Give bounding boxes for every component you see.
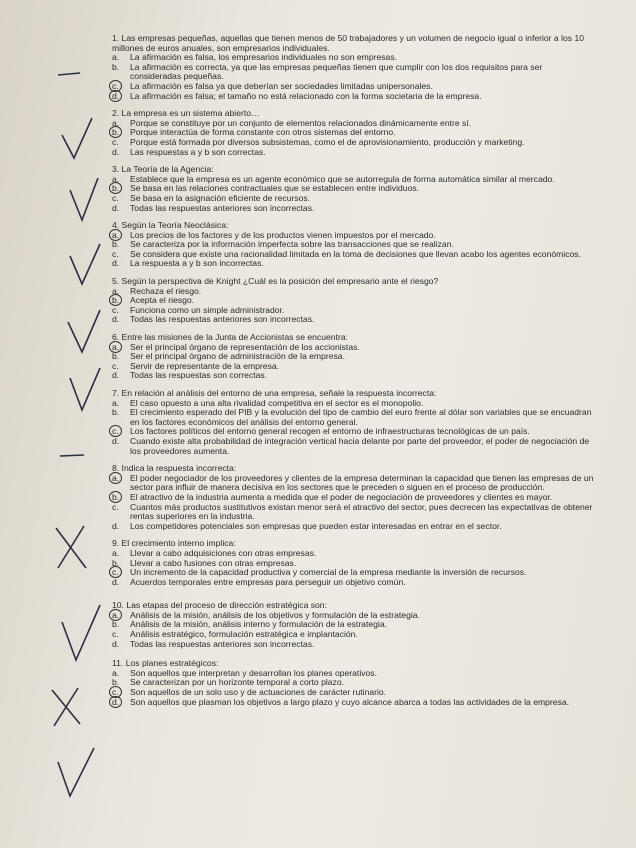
- option-letter: d.: [112, 435, 120, 446]
- check-mark-q5: [68, 310, 100, 352]
- option-text: Se caracterizan por un horizonte temporal a corto plazo.: [130, 677, 345, 688]
- option-text: Los factores políticos del entorno general recogen el entorno de infraestructuras tecnológicas de un país.: [130, 426, 530, 437]
- option-letter: a.: [112, 173, 120, 184]
- option-letter: b.: [112, 296, 126, 306]
- option-text: Servir de representante de la empresa.: [130, 360, 280, 371]
- option-letter: b.: [112, 61, 120, 72]
- option-text: Las respuestas a y b son correctas.: [130, 146, 266, 157]
- option-letter: c.: [112, 688, 126, 698]
- check-mark-q3: [70, 178, 98, 220]
- option-text: Llevar a cabo fusiones con otras empresas.: [130, 557, 297, 568]
- question-text: 2. La empresa es un sistema abierto…: [112, 108, 260, 119]
- option-text: Todas las respuestas anteriores son incorrectas.: [130, 638, 315, 649]
- option-text: Acepta el riesgo.: [130, 295, 195, 306]
- option-text: Los competidores potenciales son empresas que pueden estar interesadas en entrar en el sector.: [130, 520, 502, 531]
- option-letter: d.: [112, 258, 120, 269]
- check-mark-q4: [70, 244, 100, 284]
- option-letter: d.: [112, 314, 120, 325]
- option-text: Funciona como un simple administrador.: [130, 304, 285, 315]
- option-text: Se basa en las relaciones contractuales que se establecen entre individuos.: [130, 183, 420, 194]
- option-letter: a.: [112, 52, 120, 63]
- option-letter: d.: [112, 146, 120, 157]
- check-mark-q2: [62, 118, 92, 158]
- option-text: Cuando existe alta probabilidad de integración vertical hacia delante por parte del proveedor, el poder de negociación de los proveedores aumenta.: [130, 435, 590, 456]
- option-text: Acuerdos temporales entre empresas para perseguir un objetivo común.: [130, 576, 406, 587]
- option-text: Ser el principal órgano de administración de la empresa.: [130, 351, 345, 362]
- question-text: 10. Las etapas del proceso de dirección estratégica son:: [112, 600, 327, 611]
- question-text: 5. Según la perspectiva de Knight ¿Cuál es la posición del empresario ante el riesgo?: [112, 276, 439, 287]
- option-letter: b.: [112, 128, 126, 138]
- option-letter: d.: [112, 370, 120, 381]
- question-text: 3. La Teoría de la Agencia:: [112, 164, 214, 175]
- option-text: Todas las respuestas son correctas.: [130, 370, 268, 381]
- option-text: La afirmación es falsa; el tamaño no está relacionado con la forma societaria de la empresa.: [130, 90, 482, 101]
- option-letter: d.: [112, 92, 126, 102]
- question-text: 1. Las empresas pequeñas, aquellas que tienen menos de 50 trabajadores y un volumen de negocio igual o inferior a los 10 millones de euros anuales, son empresarios individuales.: [112, 33, 585, 53]
- option-text: El caso opuesto a una alta rivalidad competitiva en el sector es el monopolio.: [130, 397, 424, 408]
- option-text: Rechaza el riesgo.: [130, 285, 202, 296]
- option-letter: a.: [112, 397, 120, 408]
- option-text: Se caracteriza por la información imperfecta sobre las transacciones que se realizan.: [130, 239, 454, 250]
- option-text: La afirmación es falsa ya que deberían ser sociedades limitadas unipersonales.: [130, 80, 433, 91]
- option-text: Ser el principal órgano de representación de los accionistas.: [130, 341, 360, 352]
- option-text: El atractivo de la industria aumenta a medida que el poder de negociación de proveedores y clientes es mayor.: [130, 491, 553, 502]
- option-text: Un incremento de la capacidad productiva y comercial de la empresa mediante la inversión de recursos.: [130, 567, 527, 578]
- option-letter: d.: [112, 698, 126, 708]
- option-text: El crecimiento esperado del PIB y la evolución del tipo de cambio del euro frente al dólar son variables que se encuadran en los factores económicos del análisis del entorno general.: [130, 407, 592, 427]
- check-mark-q6: [70, 368, 100, 410]
- option-letter: b.: [112, 239, 120, 250]
- option-letter: d.: [112, 202, 120, 213]
- option-text: Todas las respuestas anteriores son incorrectas.: [130, 202, 315, 213]
- option-text: Todas las respuestas anteriores son incorrectas.: [130, 314, 315, 325]
- question-text: 7. En relación al análisis del entorno de una empresa, señale la respuesta incorrecta:: [112, 388, 437, 398]
- option-text: Análisis estratégico, formulación estratégica e implantación.: [130, 629, 358, 640]
- option-text: Análisis de la misión, análisis interno y formulación de la estrategia.: [130, 619, 387, 630]
- option-letter: d.: [112, 576, 120, 587]
- option-letter: a.: [112, 231, 126, 241]
- option-text: El poder negociador de los proveedores y clientes de la empresa determinan la capacidad que tienen las empresas de un sector para influir de manera decisiva en los sectores que le preceden o siguen en el proceso de producción.: [130, 472, 594, 493]
- option-letter: b.: [112, 351, 120, 362]
- option-text: Son aquellos de un solo uso y de actuaciones de carácter rutinario.: [130, 687, 387, 698]
- option-text: Cuantos más productos sustitutivos existan menor será el atractivo del sector, pues decrecen las expectativas de obtener rentas superiores en la industria.: [130, 501, 593, 522]
- option-letter: c.: [112, 136, 119, 147]
- option-letter: b.: [112, 184, 126, 194]
- cross-mark-q8: [56, 526, 86, 568]
- option-letter: d.: [112, 520, 120, 531]
- option-text: Se basa en la asignación eficiente de recursos.: [130, 192, 311, 203]
- option-text: La afirmación es correcta, ya que las empresas pequeñas tienen que cumplir con los dos requisitos para ser consideradas pequeñas.: [130, 61, 543, 82]
- option-letter: c.: [112, 568, 126, 578]
- question-text: 6. Entre las misiones de la Junta de Accionistas se encuentra:: [112, 332, 348, 343]
- option-letter: a.: [112, 474, 126, 493]
- option-text: Porque se constituye por un conjunto de elementos relacionados dinámicamente entre sí.: [130, 117, 472, 128]
- question-text: 11. Los planes estratégicos:: [112, 658, 219, 669]
- option-letter: b.: [112, 493, 126, 503]
- check-mark-q9: [62, 605, 100, 660]
- option-text: Porque está formada por diversos subsistemas, como el de aprovisionamiento, producción y marketing.: [130, 136, 525, 147]
- question-text: 9. El crecimiento interno implica:: [112, 538, 236, 549]
- dash-mark-q7: [60, 455, 84, 456]
- option-letter: c.: [112, 427, 126, 437]
- option-text: La respuesta a y b son incorrectas.: [130, 258, 264, 269]
- option-text: Establece que la empresa es un agente económico que se autorregula de forma automática similar al mercado.: [130, 173, 555, 184]
- option-letter: a.: [112, 667, 120, 678]
- option-letter: a.: [112, 117, 120, 128]
- option-letter: c.: [112, 501, 119, 512]
- option-letter: b.: [112, 677, 120, 688]
- question-text: 8. Indica la respuesta incorrecta:: [112, 463, 237, 474]
- option-text: Los precios de los factores y de los productos vienen impuestos por el mercado.: [130, 229, 436, 240]
- option-letter: c.: [112, 248, 119, 259]
- option-text: Son aquellos que plasman los objetivos a largo plazo y cuyo alcance abarca a todas las actividades de la empresa.: [130, 696, 570, 707]
- check-mark-q11: [58, 748, 94, 796]
- option-letter: d.: [112, 638, 120, 649]
- option-letter: b.: [112, 557, 120, 568]
- option-letter: c.: [112, 192, 119, 203]
- option-letter: a.: [112, 285, 120, 296]
- option-text: Porque interactúa de forma constante con otros sistemas del entorno.: [130, 127, 396, 138]
- option-letter: b.: [112, 407, 120, 418]
- option-letter: c.: [112, 629, 119, 640]
- option-letter: a.: [112, 343, 126, 353]
- option-letter: a.: [112, 611, 126, 621]
- question-text: 4. Según la Teoría Neoclásica:: [112, 220, 229, 231]
- option-letter: b.: [112, 619, 120, 630]
- cross-mark-q10: [52, 688, 80, 726]
- option-text: La afirmación es falsa, los empresarios individuales no son empresas.: [130, 52, 398, 63]
- option-text: Análisis de la misión, análisis de los objetivos y formulación de la estrategia.: [130, 609, 420, 620]
- option-letter: c.: [112, 304, 119, 315]
- dash-mark-q1: [58, 73, 80, 75]
- option-text: Llevar a cabo adquisiciones con otras empresas.: [130, 547, 317, 558]
- option-text: Se considera que existe una racionalidad limitada en la toma de decisiones que llevan acabo los agentes económicos.: [130, 248, 581, 259]
- option-letter: c.: [112, 360, 119, 371]
- option-letter: a.: [112, 547, 120, 558]
- option-letter: c.: [112, 82, 126, 92]
- option-text: Son aquellos que interpretan y desarrollan los planes operativos.: [130, 667, 377, 678]
